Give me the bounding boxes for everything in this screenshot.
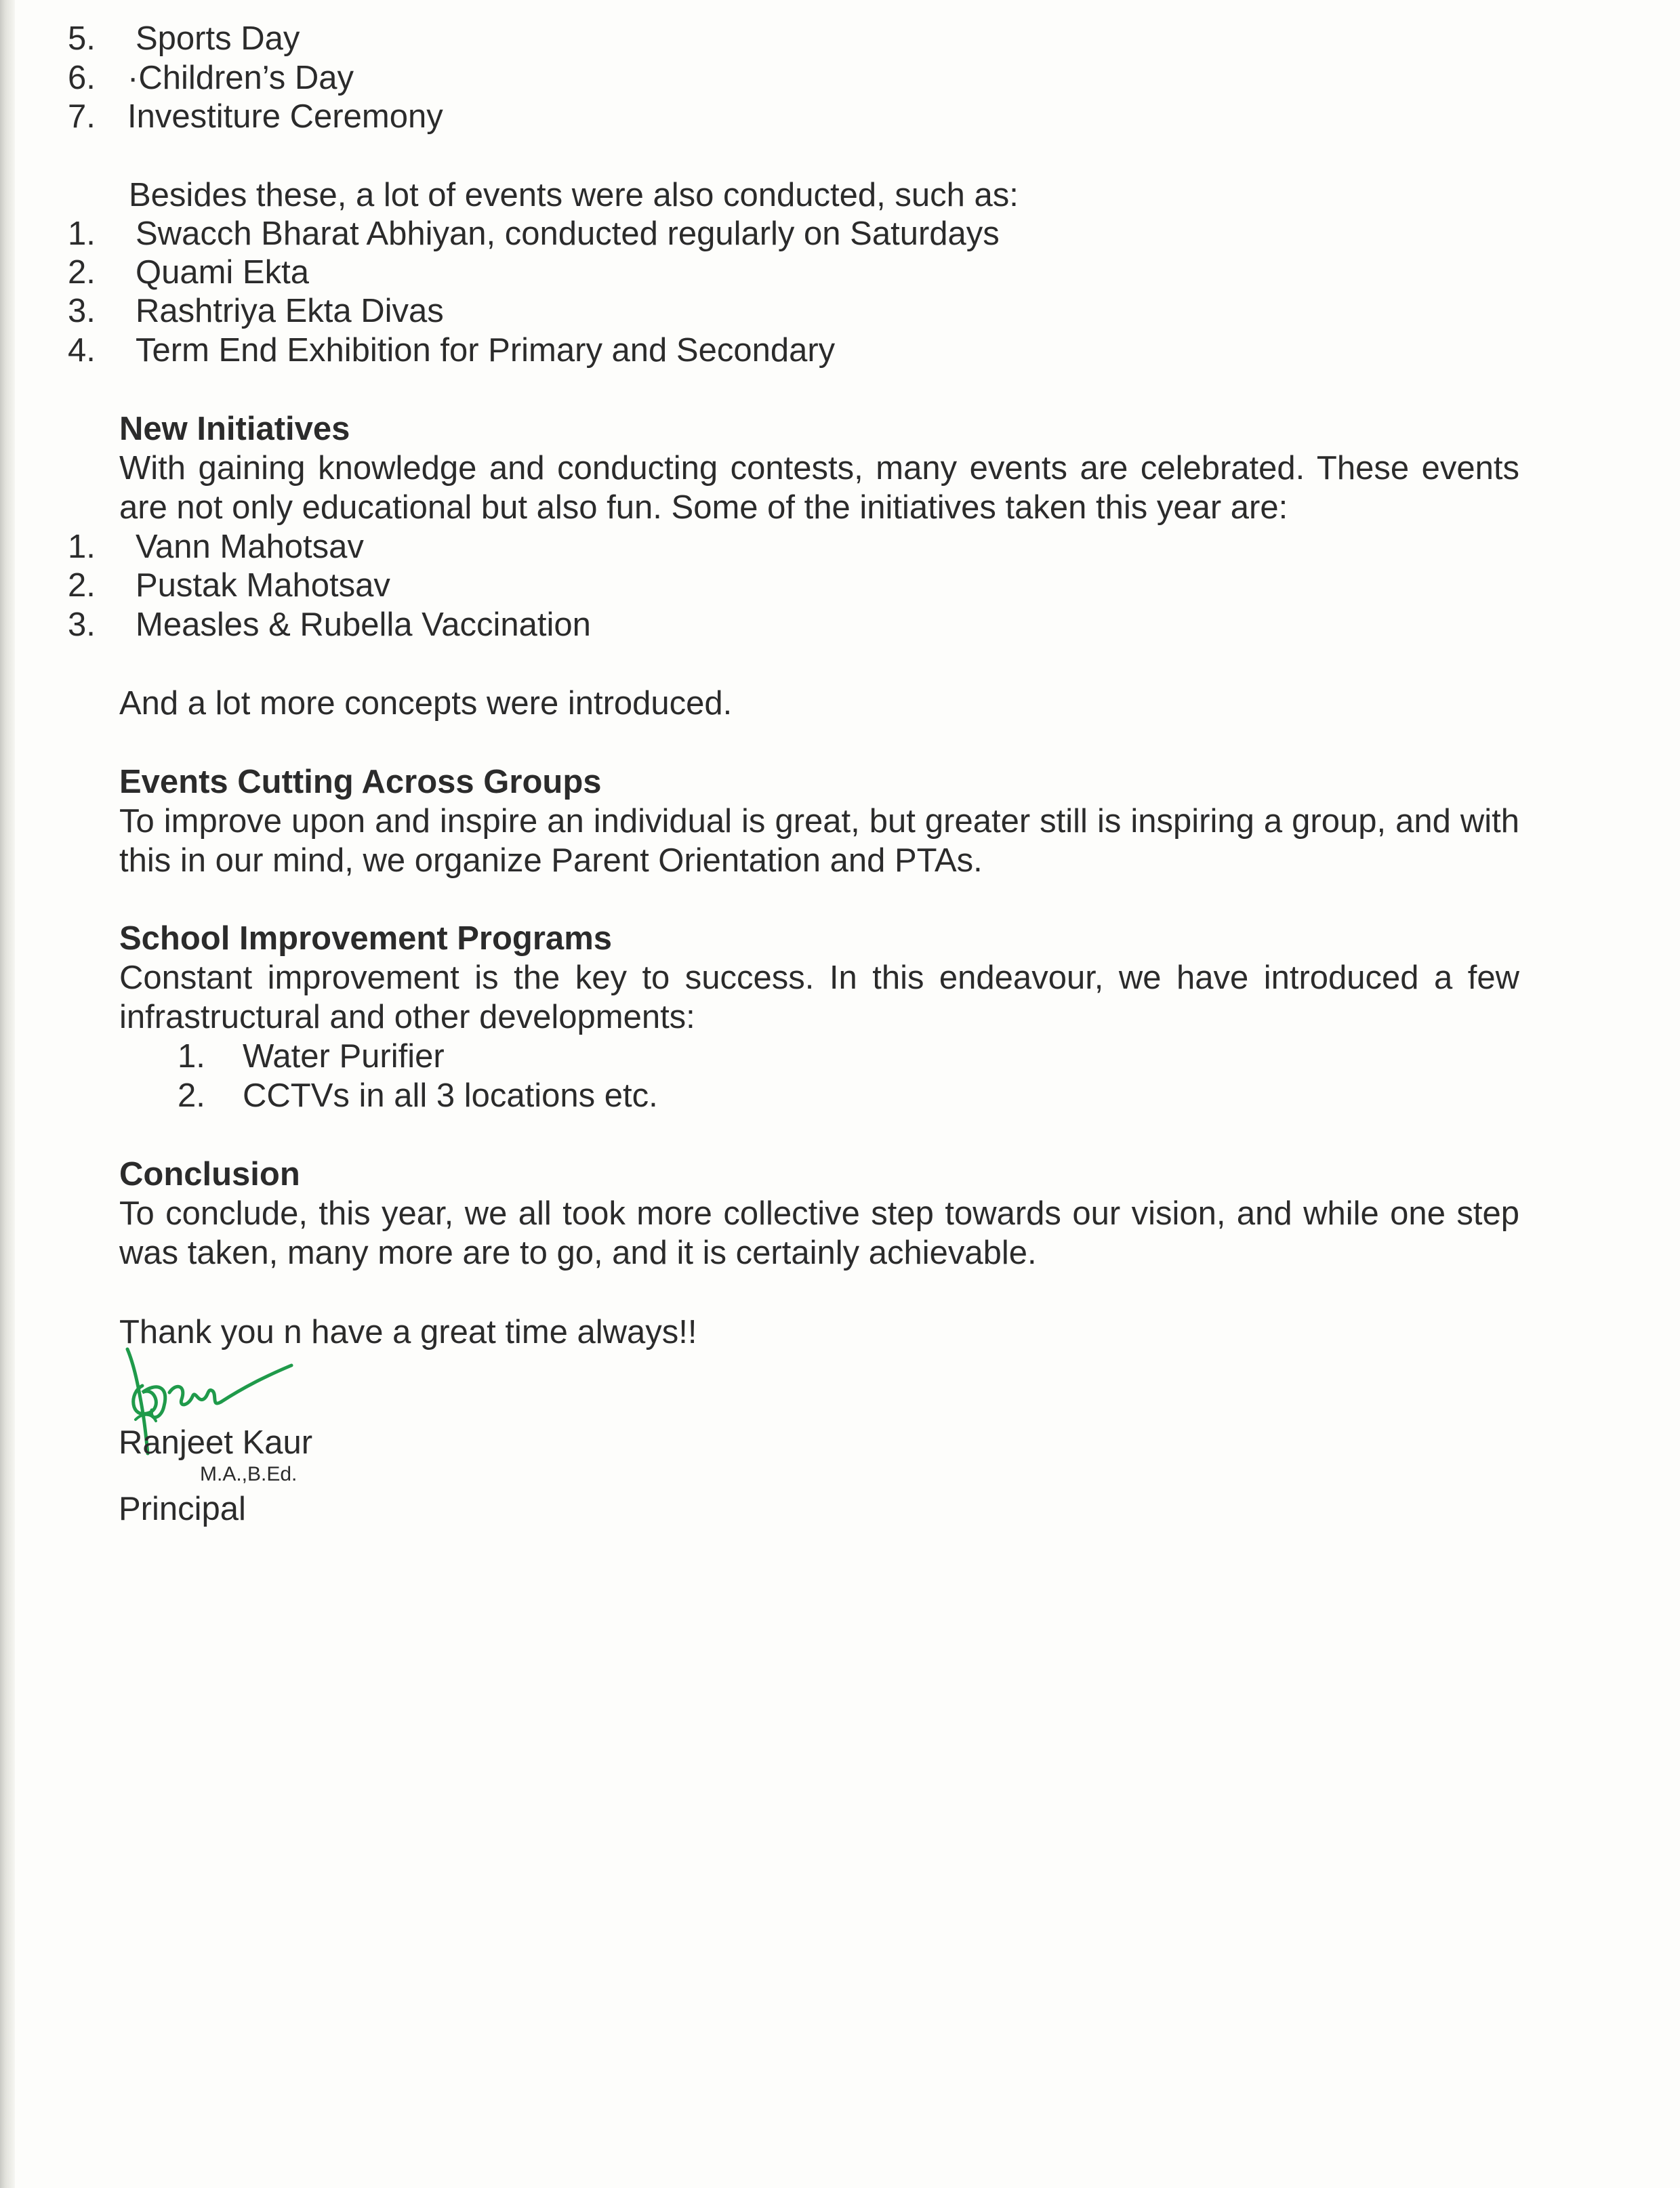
section-heading-conclusion: Conclusion — [119, 1156, 300, 1193]
list-number: 5. — [68, 20, 96, 57]
list-text: Water Purifier — [243, 1038, 445, 1075]
school-improvement-paragraph: Constant improvement is the key to success. In this endeavour, we have introduced a few infrastructural and other developments: — [119, 959, 1519, 1035]
new-initiatives-paragraph: With gaining knowledge and conducting contests, many events are celebrated. These events are not only educational but also fun. Some of the initiatives taken this year are: — [119, 450, 1519, 526]
signatory-title: Principal — [119, 1491, 246, 1527]
list-text: Rashtriya Ekta Divas — [136, 293, 444, 329]
list-number: 7. — [68, 98, 96, 135]
new-initiatives-closing: And a lot more concepts were introduced. — [119, 685, 733, 722]
list-text: Pustak Mahotsav — [136, 567, 390, 604]
list-number: 2. — [68, 254, 96, 291]
conclusion-paragraph: To conclude, this year, we all took more collective step towards our vision, and while one step was taken, many more are to go, and it is certainly achievable. — [119, 1195, 1519, 1271]
list-number: 3. — [68, 606, 96, 643]
list-number: 3. — [68, 293, 96, 329]
list-text: Investiture Ceremony — [127, 98, 443, 135]
list-text: Term End Exhibition for Primary and Secondary — [136, 332, 836, 369]
list-text: Swacch Bharat Abhiyan, conducted regularly on Saturdays — [136, 215, 1000, 252]
list-text: Quami Ekta — [136, 254, 309, 291]
list-number: 1. — [68, 529, 96, 565]
list-number: 4. — [68, 332, 96, 369]
events-groups-paragraph: To improve upon and inspire an individual is great, but greater still is inspiring a group, and with this in our mind, we organize Parent Orientation and PTAs. — [119, 803, 1519, 879]
signatory-name: Ranjeet Kaur — [119, 1424, 313, 1461]
events-intro: Besides these, a lot of events were also conducted, such as: — [129, 177, 1019, 213]
list-number: 2. — [178, 1077, 205, 1114]
list-text: Vann Mahotsav — [136, 529, 364, 565]
section-heading-new-initiatives: New Initiatives — [119, 411, 350, 447]
list-text: ·Children’s Day — [127, 60, 354, 96]
signatory-qualification: M.A.,B.Ed. — [200, 1463, 298, 1485]
list-text: Sports Day — [136, 20, 300, 57]
list-number: 6. — [68, 60, 96, 96]
section-heading-events-groups: Events Cutting Across Groups — [119, 764, 602, 800]
list-number: 1. — [68, 215, 96, 252]
section-heading-school-improvement: School Improvement Programs — [119, 920, 613, 957]
list-number: 1. — [178, 1038, 205, 1075]
list-text: Measles & Rubella Vaccination — [136, 606, 591, 643]
list-text: CCTVs in all 3 locations etc. — [243, 1077, 658, 1114]
list-number: 2. — [68, 567, 96, 604]
thanks-line: Thank you n have a great time always!! — [119, 1314, 697, 1350]
